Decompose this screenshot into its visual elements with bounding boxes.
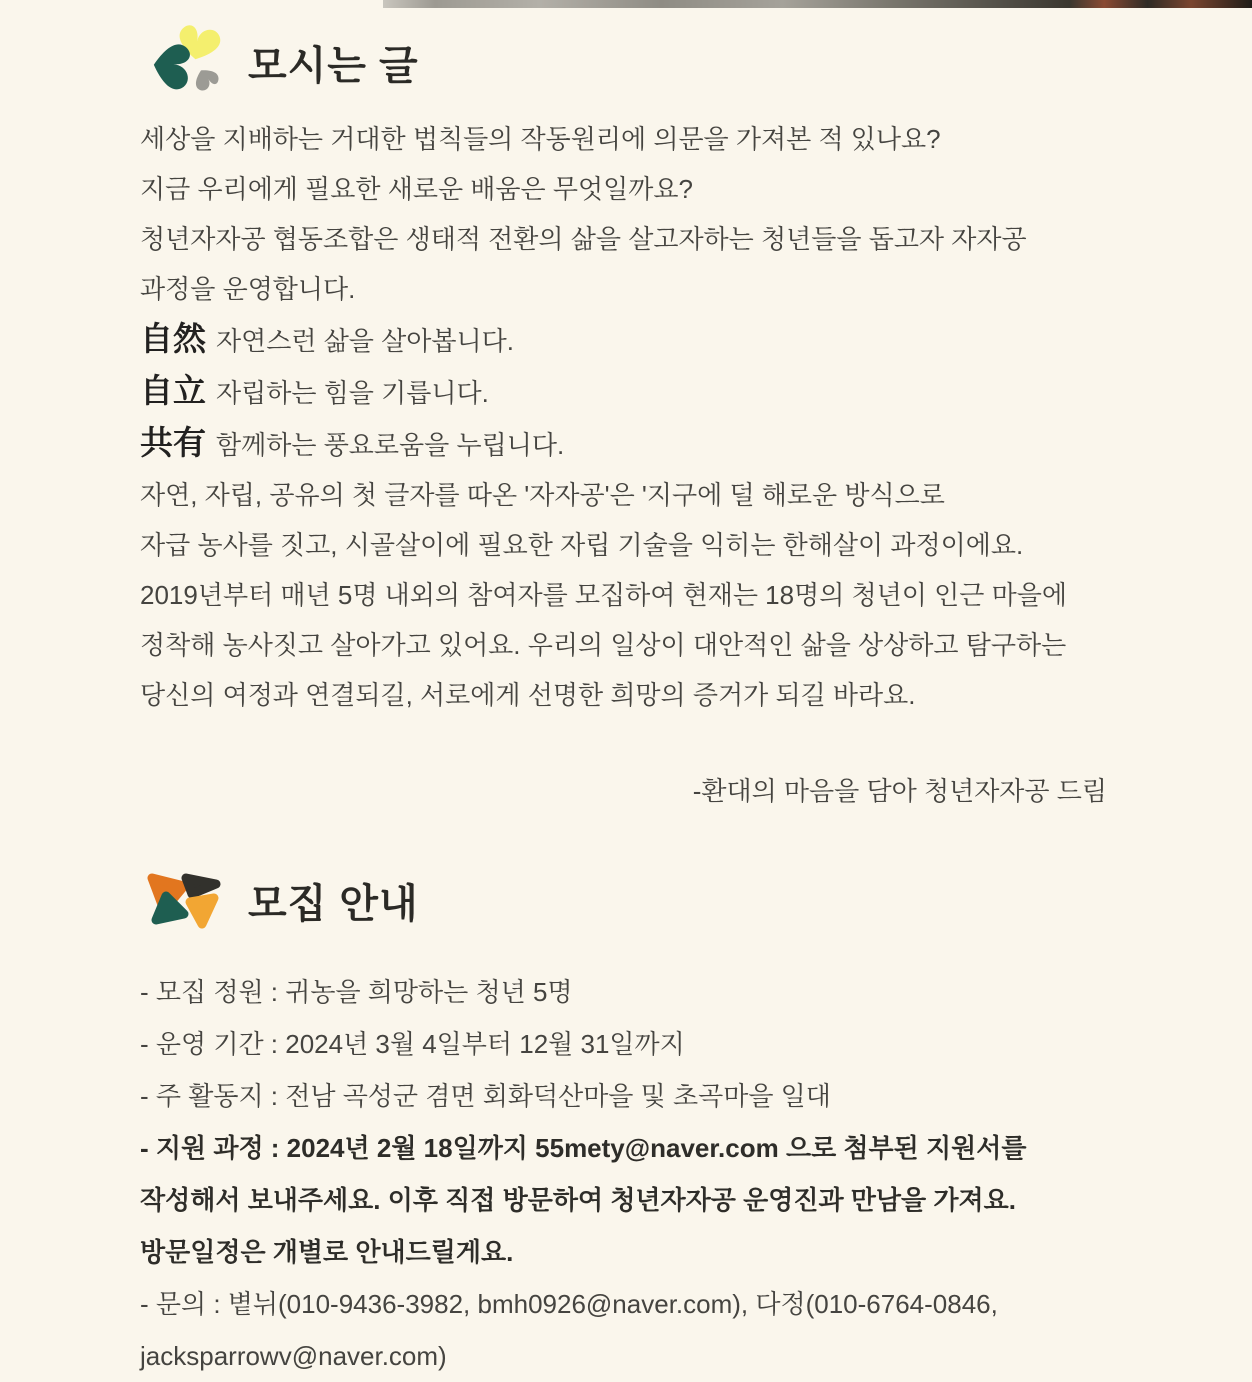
recruitment-item-apply: 작성해서 보내주세요. 이후 직접 방문하여 청년자자공 운영진과 만남을 가져요. <box>140 1185 1016 1215</box>
value-line-nature <box>140 314 1107 366</box>
recruitment-heading-row <box>140 864 1107 936</box>
value-text: 함께하는 풍요로움을 누립니다. <box>216 430 565 460</box>
pinwheel-logo-icon <box>140 864 228 936</box>
invitation-para2-line: 자연, 자립, 공유의 첫 글자를 따온 '자자공'은 '지구에 덜 해로운 방식으로 <box>140 480 945 510</box>
invitation-para1-line: 청년자자공 협동조합은 생태적 전환의 삶을 살고자하는 청년들을 돕고자 자자공 <box>140 224 1027 254</box>
recruitment-item-contact: jacksparrowv@naver.com) <box>140 1341 447 1371</box>
invitation-para2-line: 당신의 여정과 연결되길, 서로에게 선명한 희망의 증거가 되길 바라요. <box>140 680 916 710</box>
invitation-para2-line: 자급 농사를 짓고, 시골살이에 필요한 자립 기술을 익히는 한해살이 과정이에요. <box>140 530 1024 560</box>
value-line-sharing <box>140 418 1107 470</box>
invitation-signoff: -환대의 마음을 담아 청년자자공 드림 <box>692 776 1107 806</box>
recruitment-title: 모집 안내 <box>248 881 419 926</box>
photo-bottom-edge <box>383 0 1252 8</box>
invitation-title: 모시는 글 <box>248 43 419 88</box>
invitation-para2-line: 2019년부터 매년 5명 내외의 참여자를 모집하여 현재는 18명의 청년이 인근 마을에 <box>140 580 1067 610</box>
recruitment-item-capacity: - 모집 정원 : 귀농을 희망하는 청년 5명 <box>140 977 573 1007</box>
invitation-para1-line: 과정을 운영합니다. <box>140 274 356 304</box>
hanja-sharing: 共有 <box>140 423 206 462</box>
value-line-independence <box>140 366 1107 418</box>
recruitment-item-location: - 주 활동지 : 전남 곡성군 겸면 회화덕산마을 및 초곡마을 일대 <box>140 1081 831 1111</box>
recruitment-list <box>140 966 1107 1382</box>
value-text: 자연스런 삶을 살아봅니다. <box>216 326 514 356</box>
recruitment-item-apply: - 지원 과정 : 2024년 2월 18일까지 55mety@naver.com 으로 첨부된 지원서를 <box>140 1133 1027 1163</box>
invitation-heading-row <box>140 26 1107 98</box>
recruitment-item-contact: - 문의 : 볕뉘(010-9436-3982, bmh0926@naver.com), 다정(010-6764-0846, <box>140 1289 998 1319</box>
invitation-section <box>140 26 1107 816</box>
invitation-para2-line: 정착해 농사짓고 살아가고 있어요. 우리의 일상이 대안적인 삶을 상상하고 탐구하는 <box>140 630 1067 660</box>
value-text: 자립하는 힘을 기릅니다. <box>216 378 489 408</box>
beans-logo-icon <box>140 26 228 98</box>
recruitment-section <box>140 864 1107 1382</box>
invitation-para1-line: 세상을 지배하는 거대한 법칙들의 작동원리에 의문을 가져본 적 있나요? <box>140 124 941 154</box>
invitation-body <box>140 114 1107 720</box>
recruitment-item-apply: 방문일정은 개별로 안내드릴게요. <box>140 1237 514 1267</box>
hanja-nature: 自然 <box>140 319 206 358</box>
hanja-independence: 自立 <box>140 371 206 410</box>
recruitment-item-period: - 운영 기간 : 2024년 3월 4일부터 12월 31일까지 <box>140 1029 685 1059</box>
invitation-para1-line: 지금 우리에게 필요한 새로운 배움은 무엇일까요? <box>140 174 693 204</box>
